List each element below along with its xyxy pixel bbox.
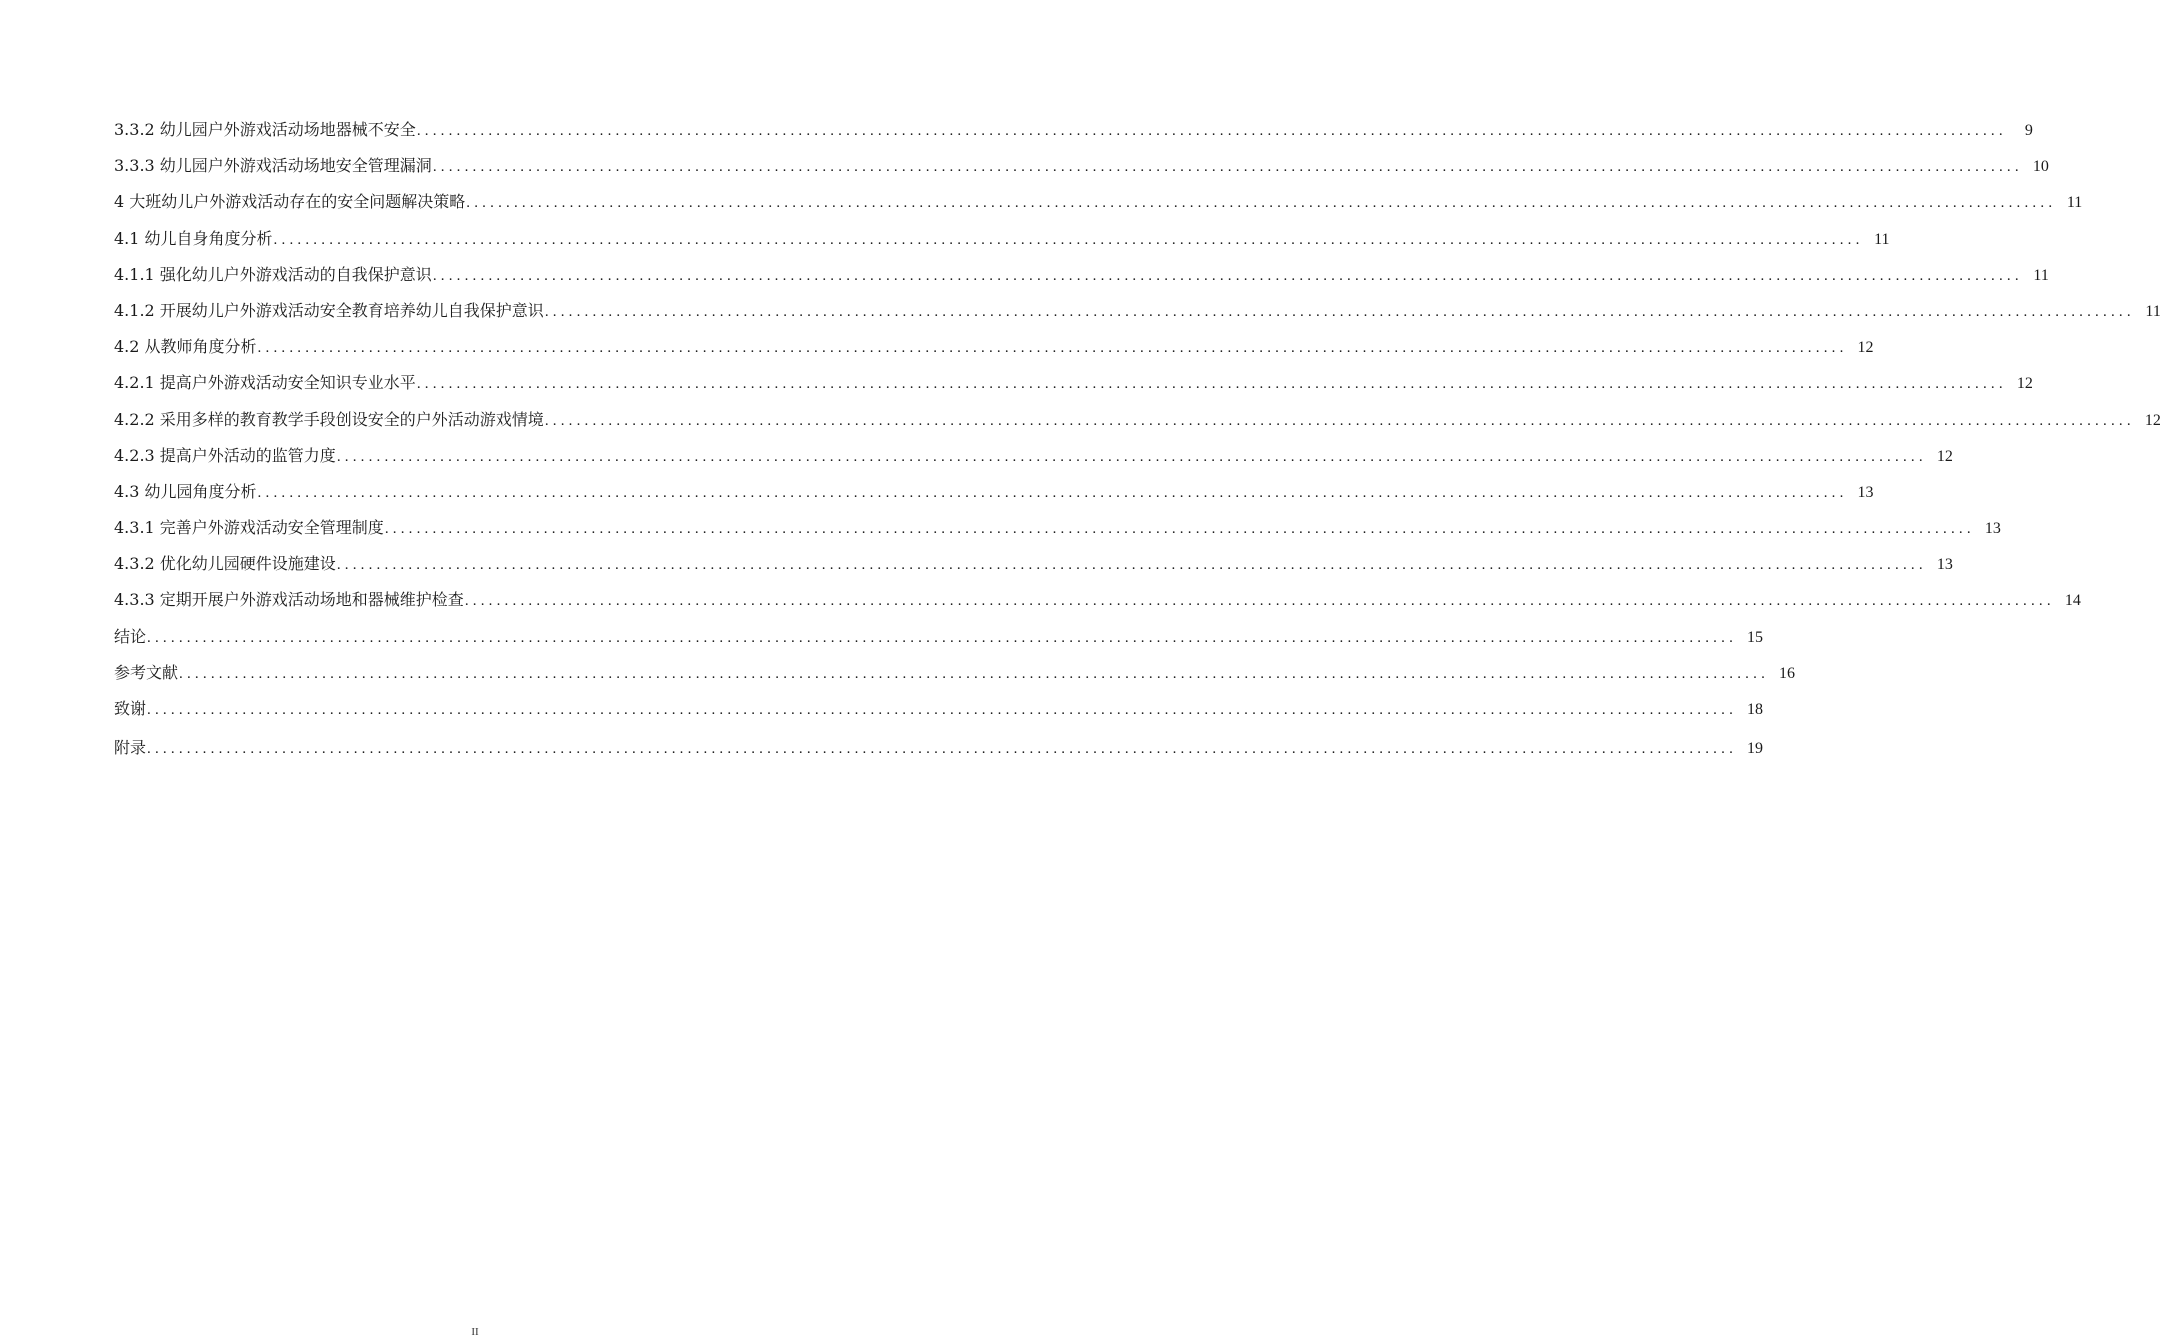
table-of-contents	[114, 116, 2161, 770]
toc-entry[interactable]	[114, 478, 1874, 514]
toc-leader-dots: ........................................................................................................................................................................................................	[384, 521, 1975, 538]
toc-leader-dots: ........................................................................................................................................................................................................	[147, 741, 1738, 758]
toc-entry[interactable]	[114, 586, 2081, 622]
toc-entry-title: 4.2.2 采用多样的教育教学手段创设安全的户外活动游戏情境	[114, 409, 544, 429]
toc-entry-title: 4.1 幼儿自身角度分析	[114, 228, 273, 248]
toc-entry-title: 4 大班幼儿户外游戏活动存在的安全问题解决策略	[114, 192, 466, 212]
toc-entry[interactable]	[114, 514, 2001, 550]
toc-entry[interactable]	[114, 188, 2083, 224]
toc-leader-dots: ........................................................................................................................................................................................................	[336, 448, 1927, 465]
toc-entry-page: 11	[2066, 194, 2083, 212]
toc-leader-dots: ........................................................................................................................................................................................................	[544, 412, 2135, 429]
toc-leader-dots: ........................................................................................................................................................................................................	[464, 593, 2055, 610]
toc-entry-title: 4.2 从教师角度分析	[114, 337, 257, 357]
page-number: II	[471, 1326, 479, 1338]
toc-entry-title: 4.3.2 优化幼儿园硬件设施建设	[114, 554, 336, 574]
toc-entry-page: 15	[1747, 628, 1764, 646]
toc-entry[interactable]	[114, 152, 2049, 188]
toc-leader-dots: ........................................................................................................................................................................................................	[416, 123, 2007, 139]
toc-leader-dots: ........................................................................................................................................................................................................	[147, 702, 1738, 718]
toc-entry[interactable]	[114, 623, 1764, 659]
toc-entry[interactable]	[114, 695, 1764, 731]
toc-entry-page: 13	[1984, 520, 2001, 538]
toc-entry-title: 4.3 幼儿园角度分析	[114, 481, 257, 501]
toc-entry-title: 4.3.1 完善户外游戏活动安全管理制度	[114, 518, 384, 538]
toc-entry[interactable]	[114, 225, 1890, 261]
toc-entry[interactable]	[114, 442, 1953, 478]
toc-entry[interactable]	[114, 734, 1764, 770]
toc-entry-page: 13	[1936, 556, 1953, 574]
toc-leader-dots: ........................................................................................................................................................................................................	[257, 340, 1848, 357]
toc-entry-title: 附录	[114, 738, 147, 758]
toc-entry-page: 12	[2016, 375, 2033, 393]
toc-entry-page: 11	[2033, 266, 2049, 284]
toc-entry-title: 3.3.2 幼儿园户外游戏活动场地器械不安全	[114, 120, 416, 139]
toc-entry-title: 参考文献	[114, 662, 179, 682]
toc-entry-title: 4.1.2 开展幼儿户外游戏活动安全教育培养幼儿自我保护意识	[114, 300, 544, 320]
toc-entry[interactable]	[114, 333, 1874, 369]
toc-leader-dots: ........................................................................................................................................................................................................	[147, 629, 1738, 646]
toc-entry-title: 3.3.3 幼儿园户外游戏活动场地安全管理漏洞	[114, 156, 432, 176]
toc-entry-title: 4.3.3 定期开展户外游戏活动场地和器械维护检查	[114, 590, 464, 610]
toc-entry-title: 4.2.3 提高户外活动的监管力度	[114, 445, 336, 465]
toc-entry[interactable]	[114, 659, 1796, 695]
toc-entry-page: 10	[2032, 158, 2049, 176]
toc-entry-title: 4.2.1 提高户外游戏活动安全知识专业水平	[114, 373, 416, 393]
toc-entry-page: 12	[2144, 411, 2161, 429]
toc-leader-dots: ........................................................................................................................................................................................................	[416, 376, 2007, 393]
toc-entry-page: 14	[2064, 592, 2081, 610]
toc-entry-page: 11	[2145, 302, 2161, 320]
toc-leader-dots: ........................................................................................................................................................................................................	[544, 303, 2135, 320]
toc-entry-page: 12	[1857, 339, 1874, 357]
toc-leader-dots: ........................................................................................................................................................................................................	[273, 231, 1864, 248]
toc-entry[interactable]	[114, 297, 2161, 333]
toc-entry-page: 16	[1779, 664, 1796, 682]
toc-entry-page: 12	[1936, 447, 1953, 465]
toc-leader-dots: ........................................................................................................................................................................................................	[432, 267, 2023, 284]
toc-leader-dots: ........................................................................................................................................................................................................	[466, 195, 2057, 212]
toc-entry[interactable]	[114, 369, 2033, 405]
toc-entry-page: 11	[1874, 230, 1890, 248]
toc-entry-page: 19	[1747, 740, 1764, 758]
toc-entry[interactable]	[114, 261, 2049, 297]
toc-entry[interactable]	[114, 116, 2033, 152]
toc-leader-dots: ........................................................................................................................................................................................................	[257, 484, 1848, 501]
toc-entry-title: 致谢	[114, 699, 147, 718]
toc-entry[interactable]	[114, 406, 2161, 442]
toc-entry[interactable]	[114, 550, 1953, 586]
toc-leader-dots: ........................................................................................................................................................................................................	[432, 159, 2023, 176]
toc-entry-page: 13	[1857, 483, 1874, 501]
toc-leader-dots: ........................................................................................................................................................................................................	[179, 665, 1770, 682]
toc-entry-page: 18	[1747, 701, 1764, 718]
toc-leader-dots: ........................................................................................................................................................................................................	[336, 557, 1927, 574]
toc-entry-title: 4.1.1 强化幼儿户外游戏活动的自我保护意识	[114, 264, 432, 284]
toc-entry-title: 结论	[114, 626, 147, 646]
toc-entry-page: 9	[2024, 122, 2033, 139]
